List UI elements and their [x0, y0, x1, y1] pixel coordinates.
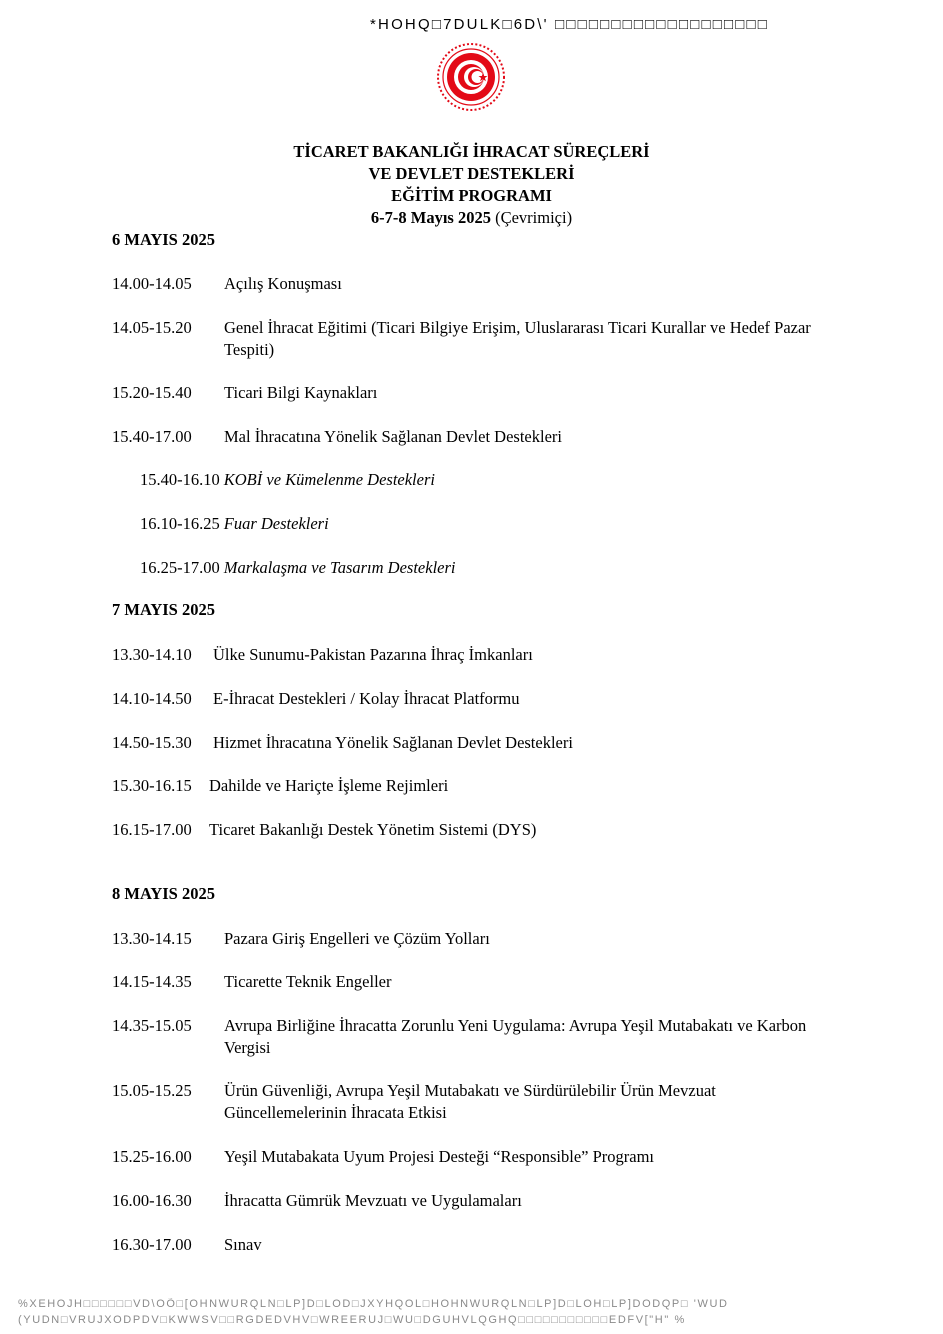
subsession-title: Fuar Destekleri [223, 514, 329, 533]
document-title [0, 141, 943, 229]
session-title: Pazara Giriş Engelleri ve Çözüm Yolları [224, 929, 490, 948]
session-title: Genel İhracat Eğitimi (Ticari Bilgiye Erişim, Uluslararası Ticari Kurallar ve Hedef Pazar Tespiti) [224, 318, 811, 359]
session-time: 13.30-14.15 [112, 929, 192, 948]
subsession-time: 16.10-16.25 [140, 514, 220, 533]
subsession-row [140, 557, 456, 579]
session-time: 16.00-16.30 [112, 1191, 192, 1210]
session-time: 14.35-15.05 [112, 1016, 192, 1035]
session-title: Mal İhracatına Yönelik Sağlanan Devlet Destekleri [224, 427, 562, 446]
session-time: 16.15-17.00 [112, 820, 192, 839]
session-time: 14.10-14.50 [112, 689, 192, 708]
session-title: Ülke Sunumu-Pakistan Pazarına İhraç İmkanları [213, 645, 533, 664]
day-heading: 8 MAYIS 2025 [112, 884, 215, 903]
session-time: 15.05-15.25 [112, 1081, 192, 1100]
session-time: 14.00-14.05 [112, 274, 192, 293]
session-time: 15.40-17.00 [112, 427, 192, 446]
header-garbled-text: *HOHQ□7DULK□6D\' □□□□□□□□□□□□□□□□□□□ [370, 16, 770, 33]
title-dates: 6-7-8 Mayıs 2025 [370, 208, 491, 227]
session-title: Avrupa Birliğine İhracatta Zorunlu Yeni Uygulama: Avrupa Yeşil Mutabakatı ve Karbon Vergisi [224, 1016, 807, 1057]
session-time: 15.20-15.40 [112, 383, 192, 402]
session-title: Açılış Konuşması [224, 274, 342, 293]
session-time: 14.05-15.20 [112, 318, 192, 337]
session-title: Yeşil Mutabakata Uyum Projesi Desteği “Responsible” Programı [224, 1147, 655, 1166]
ministry-seal-icon [436, 42, 506, 112]
footer-verification-line-1: %XEHOJH□□□□□□VD\OÕ□[OHNWURQLN□LP]D□LOD□JXYHQOL□HOHNWURQLN□LP]D□LOH□LP]DODQP□ 'WUD [18, 1298, 729, 1310]
day-heading: 7 MAYIS 2025 [112, 600, 215, 619]
session-title: İhracatta Gümrük Mevzuatı ve Uygulamaları [224, 1191, 522, 1210]
session-time: 16.30-17.00 [112, 1235, 192, 1254]
session-time: 13.30-14.10 [112, 645, 192, 664]
subsession-row [140, 469, 435, 491]
session-title: Ticaret Bakanlığı Destek Yönetim Sistemi (DYS) [209, 820, 537, 839]
title-online: (Çevrimiçi) [495, 208, 573, 227]
footer-verification-line-2: (YUDN□VRUJXODPDV□KWWSV□□RGDEDVHV□WREERUJ□WU□DGUHVLQGHQ□□□□□□□□□□□EDFV["H" % [18, 1314, 686, 1326]
subsession-title: Markalaşma ve Tasarım Destekleri [223, 558, 456, 577]
subsession-row [140, 513, 329, 535]
session-time: 14.15-14.35 [112, 972, 192, 991]
session-time: 15.30-16.15 [112, 776, 192, 795]
session-title: Hizmet İhracatına Yönelik Sağlanan Devlet Destekleri [213, 733, 573, 752]
session-time: 14.50-15.30 [112, 733, 192, 752]
title-line-3: EĞİTİM PROGRAMI [391, 186, 552, 205]
title-line-2: VE DEVLET DESTEKLERİ [368, 164, 575, 183]
subsession-time: 15.40-16.10 [140, 470, 220, 489]
title-line-1: TİCARET BAKANLIĞI İHRACAT SÜREÇLERİ [293, 142, 650, 161]
session-title: Ticarette Teknik Engeller [224, 972, 392, 991]
title-line-4 [0, 207, 943, 229]
session-title: Ticari Bilgi Kaynakları [224, 383, 378, 402]
session-title: E-İhracat Destekleri / Kolay İhracat Platformu [213, 689, 520, 708]
day-heading: 6 MAYIS 2025 [112, 230, 215, 249]
session-title: Ürün Güvenliği, Avrupa Yeşil Mutabakatı ve Sürdürülebilir Ürün Mevzuat Güncellemelerinin İhracata Etkisi [224, 1081, 716, 1122]
subsession-title: KOBİ ve Kümelenme Destekleri [223, 470, 435, 489]
subsession-time: 16.25-17.00 [140, 558, 220, 577]
session-title: Dahilde ve Hariçte İşleme Rejimleri [209, 776, 449, 795]
session-time: 15.25-16.00 [112, 1147, 192, 1166]
session-title: Sınav [224, 1235, 262, 1254]
